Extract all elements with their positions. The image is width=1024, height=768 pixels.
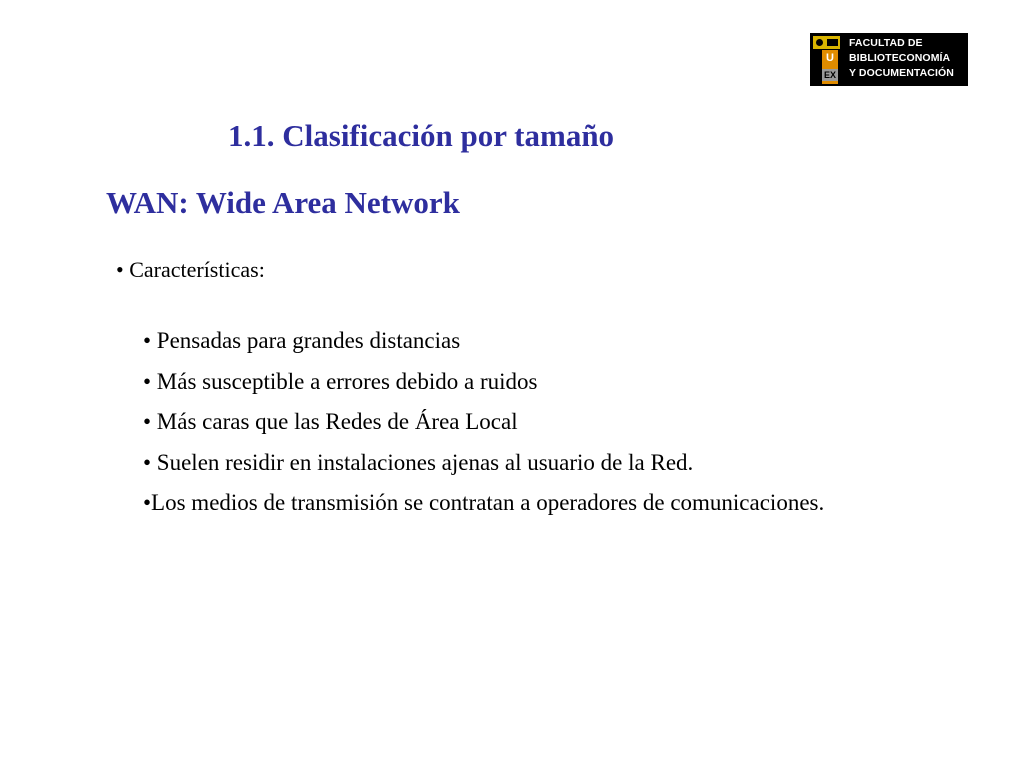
slide-title: 1.1. Clasificación por tamaño (228, 118, 615, 153)
list-item: • Suelen residir en instalaciones ajenas al usuario de la Red. (143, 449, 694, 475)
list-item: • Más caras que las Redes de Área Local (143, 409, 518, 434)
faculty-logo (810, 33, 968, 86)
slide-subtitle: WAN: Wide Area Network (106, 185, 460, 220)
list-item: • Pensadas para grandes distancias (143, 328, 461, 353)
emblem-letter-u: U (826, 51, 834, 64)
faculty-name-line-3: Y DOCUMENTACIÓN (849, 67, 954, 79)
list-item: •Los medios de transmisión se contratan a operadores de comunicaciones. (143, 490, 825, 515)
faculty-name-line-1: FACULTAD DE (849, 37, 923, 49)
faculty-name-line-2: BIBLIOTECONOMÍA (849, 52, 951, 64)
emblem-letters-ex: EX (823, 70, 836, 81)
characteristics-list (143, 321, 824, 524)
faculty-name (843, 33, 968, 86)
uex-emblem (822, 50, 838, 84)
section-heading: • Características: (116, 257, 265, 282)
key-icon (813, 36, 840, 49)
university-emblem-icon (810, 33, 843, 86)
list-item: • Más susceptible a errores debido a ruidos (143, 368, 538, 394)
